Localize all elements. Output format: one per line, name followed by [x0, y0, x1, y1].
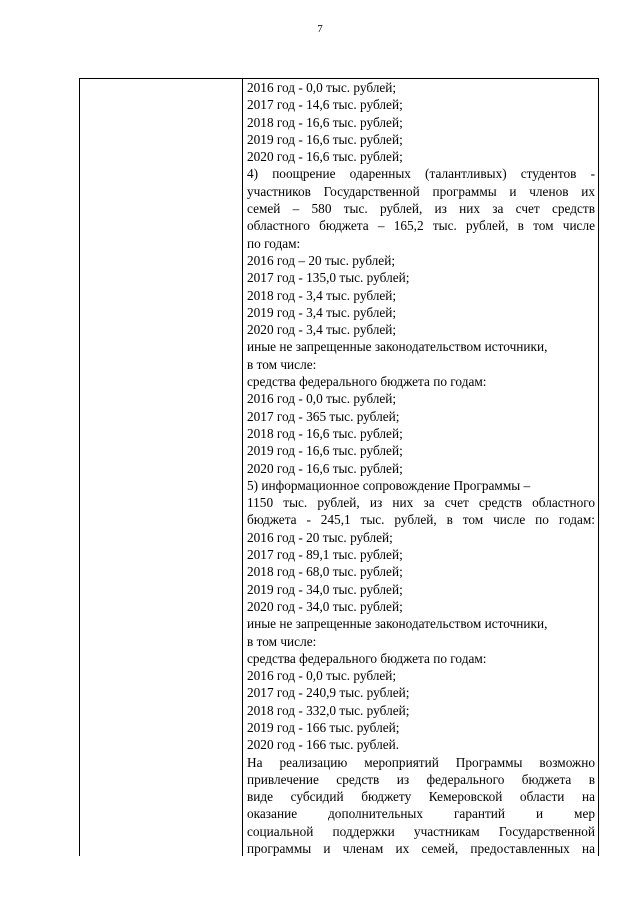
text-line: областного бюджета – 165,2 тыс. рублей, в том числе	[247, 218, 595, 234]
text-line: 2020 год - 16,6 тыс. рублей;	[247, 460, 403, 476]
text-line: иные не запрещенные законодательством источники,	[247, 616, 548, 632]
text-line: 2017 год - 365 тыс. рублей;	[247, 408, 400, 424]
text-line: 2017 год - 14,6 тыс. рублей;	[247, 97, 403, 113]
text-line: по годам:	[247, 235, 301, 251]
text-line: 2016 год - 0,0 тыс. рублей;	[247, 80, 397, 95]
text-line: социальной поддержки участникам Государственной	[247, 823, 595, 839]
text-line: На реализацию мероприятий Программы возможно	[247, 754, 595, 770]
text-line: программы и членам их семей, предоставленных на	[247, 841, 595, 856]
text-line: 2020 год - 3,4 тыс. рублей;	[247, 322, 397, 338]
text-line: 2020 год - 166 тыс. рублей.	[247, 737, 400, 753]
text-line: 2019 год - 3,4 тыс. рублей;	[247, 304, 397, 320]
table-right-column	[243, 79, 598, 856]
text-line: 2016 год - 20 тыс. рублей;	[247, 529, 393, 545]
text-line: 2019 год - 166 тыс. рублей;	[247, 719, 400, 735]
text-line: 2020 год - 34,0 тыс. рублей;	[247, 598, 403, 614]
text-line: иные не запрещенные законодательством источники,	[247, 339, 548, 355]
text-line: 2017 год - 240,9 тыс. рублей;	[247, 685, 410, 701]
text-line: 2019 год - 34,0 тыс. рублей;	[247, 581, 403, 597]
text-line: участников Государственной программы и членов их	[247, 183, 595, 199]
text-line: 2018 год - 3,4 тыс. рублей;	[247, 287, 397, 303]
text-line: 5) информационное сопровождение Программы –	[247, 477, 531, 493]
text-line: 2020 год - 16,6 тыс. рублей;	[247, 149, 403, 165]
text-line: в том числе:	[247, 356, 317, 372]
text-line: 2018 год - 16,6 тыс. рублей;	[247, 114, 403, 130]
text-line: 2018 год - 16,6 тыс. рублей;	[247, 425, 403, 441]
text-line: в том числе:	[247, 633, 317, 649]
table-left-column	[80, 79, 243, 856]
document-table	[79, 78, 599, 856]
text-line: средства федерального бюджета по годам:	[247, 650, 487, 666]
text-line: 2018 год - 68,0 тыс. рублей;	[247, 564, 403, 580]
text-line: 2019 год - 16,6 тыс. рублей;	[247, 131, 403, 147]
text-line: 2018 год - 332,0 тыс. рублей;	[247, 702, 410, 718]
text-line: 2016 год – 20 тыс. рублей;	[247, 252, 396, 268]
text-line: 4) поощрение одаренных (талантливых) студентов -	[247, 166, 595, 182]
text-line: 2016 год - 0,0 тыс. рублей;	[247, 668, 397, 684]
text-line: привлечение средств из федерального бюджета в	[247, 771, 595, 787]
text-line: средства федерального бюджета по годам:	[247, 374, 487, 390]
text-line: 2017 год - 89,1 тыс. рублей;	[247, 547, 403, 563]
text-line: оказание дополнительных гарантий и мер	[247, 806, 595, 822]
text-line: виде субсидий бюджету Кемеровской области на	[247, 789, 595, 805]
page-number: 7	[317, 23, 323, 35]
text-line: 2016 год - 0,0 тыс. рублей;	[247, 391, 397, 407]
text-line: семей – 580 тыс. рублей, из них за счет средств	[247, 201, 595, 217]
text-line: 2017 год - 135,0 тыс. рублей;	[247, 270, 410, 286]
text-line: бюджета - 245,1 тыс. рублей, в том числе по годам:	[247, 512, 595, 528]
text-line: 2019 год - 16,6 тыс. рублей;	[247, 443, 403, 459]
text-line: 1150 тыс. рублей, из них за счет средств областного	[247, 495, 595, 511]
